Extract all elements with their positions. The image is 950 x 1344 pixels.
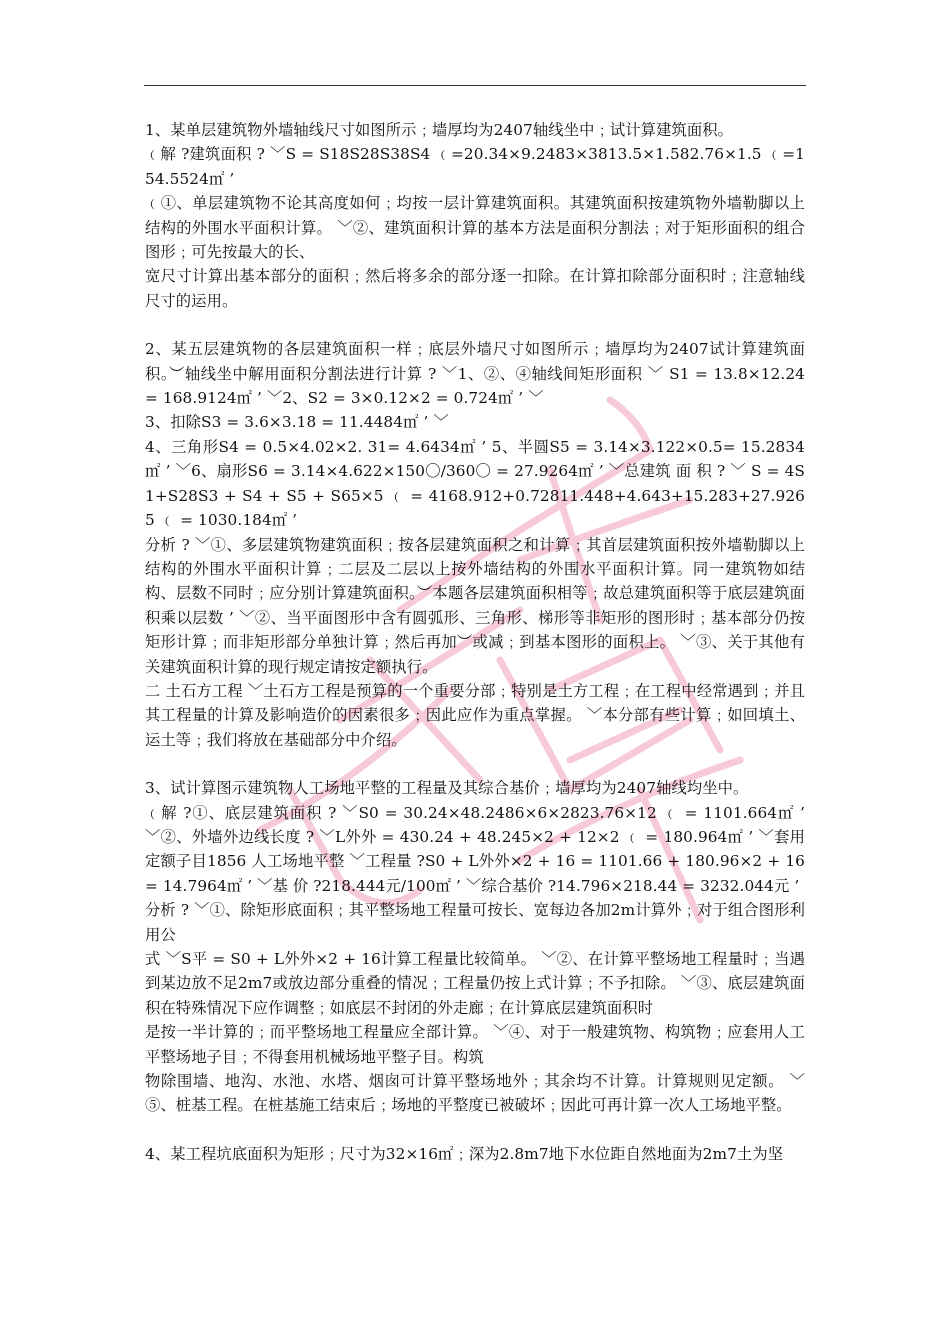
header-rule — [144, 85, 806, 86]
paragraph-gap — [145, 313, 805, 337]
paragraph-q4: 4、某工程坑底面积为矩形﹔尺寸为32×16㎡﹔深为2.8m7地下水位距自然地面为2m7土为坚 — [145, 1144, 784, 1163]
paragraph-gap — [145, 1118, 805, 1142]
paragraph-q2-analysis: 分析 ? ﹀①、多层建筑物建筑面积﹔按各层建筑面积之和计算﹔其首层建筑面积按外墙勒脚以上结构的外围水平面积计算﹔二层及二层以上按外墙结构的外围水平面积计算。同一建筑物如结构、层数不同时﹔应分别计算建筑面积。︶本题各层建筑面积相等﹔故总建筑面积等于底层建筑面积乘以层数 ’ ﹀②、当平面图形中含有圆弧形、三角形、梯形等非矩形的图形时﹔基本部分仍按矩形计算﹔而非矩形部分单独计算﹔然后再加︶或减﹔到基本图形的面积上。 ﹀③、关于其他有关建筑面积计算的现行规定请按定额执行。 — [145, 535, 805, 676]
paragraph-q3-analysis-formula: 式 ﹀S平 = S0 + L外外×2 + 16计算工程量比较简单。 ﹀②、在计算平整场地工程量时﹔当遇到某边放不足2m7或放边部分重叠的情况﹔工程量仍按上式计算﹔不予扣除。 ﹀③、底层建筑面积在特殊情况下应作调整﹔如底层不封闭的外走廊﹔在计算底层建筑面积时 — [145, 950, 805, 1017]
paragraph-q2-step3: 3、扣除S3 = 3.6×3.18 = 11.4484㎡ ’ ﹀ — [145, 413, 449, 432]
paragraph-q2: 2、某五层建筑物的各层建筑面积一样﹔底层外墙尺寸如图所示﹔墙厚均为2407试计算建筑面积。︶轴线坐中解用面积分割法进行计算 ? ﹀1、②、④轴线间矩形面积 ﹀ S1 = 13.8×12.24 = 168.9124㎡ ’ ﹀2、S2 = 3×0.12×2 = 0.724㎡ ’ ﹀ — [145, 340, 805, 408]
paragraph-q3: 3、试计算图示建筑物人工场地平整的工程量及其综合基价﹔墙厚均为2407轴线均坐中。 — [145, 779, 749, 798]
paragraph-q1-solution: ﹙解 ?建筑面积 ? ﹀S = S18S28S38S4 ﹙=20.34×9.2483×3813.5×1.582.76×1.5 ﹙=154.5524㎡ ’ — [145, 145, 805, 188]
paragraph-q3-analysis: 分析 ? ﹀①、除矩形底面积﹔其平整场地工程量可按长、宽每边各加2m计算外﹔对于组合图形利用公 — [145, 901, 805, 944]
paragraph-q3-analysis-cont: 是按一半计算的﹔而平整场地工程量应全部计算。 ﹀④、对于一般建筑物、构筑物﹔应套用人工平整场地子目﹔不得套用机械场地平整子目。构筑 — [145, 1023, 805, 1066]
paragraph-q3-analysis-end: 物除围墙、地沟、水池、水塔、烟囱可计算平整场地外﹔其余均不计算。计算规则见定额。 ﹀⑤、桩基工程。在桩基施工结束后﹔场地的平整度已被破坏﹔因此可再计算一次人工场地平整。 — [145, 1072, 805, 1115]
paragraph-q1: 1、某单层建筑物外墙轴线尺寸如图所示﹔墙厚均为2407轴线坐中﹔试计算建筑面积。 — [145, 121, 734, 139]
paragraph-q1-analysis: ﹙①、单层建筑物不论其高度如何﹔均按一层计算建筑面积。其建筑面积按建筑物外墙勒脚以上结构的外围水平面积计算。 ﹀②、建筑面积计算的基本方法是面积分割法﹔对于矩形面积的组合图形﹔可先按最大的长、 — [145, 194, 805, 262]
paragraph-gap — [145, 752, 805, 776]
paragraph-section-earthwork: 二 土石方工程 ﹀土石方工程是预算的一个重要分部﹔特别是土方工程﹔在工程中经常遇到﹔并且其工程量的计算及影响造价的因素很多﹔因此应作为重点掌握。 ﹀本分部有些计算﹔如回填土、运土等﹔我们将放在基础部分中介绍。 — [145, 681, 805, 749]
document-body — [145, 118, 805, 1166]
paragraph-q3-solution: ﹙解 ?①、底层建筑面积 ? ﹀S0 = 30.24×48.2486×6×2823.76×12 ﹙ = 1101.664㎡ ’ ﹀②、外墙外边线长度 ? ﹀L外外 = 430.24 + 48.245×2 + 12×2 ﹙ = 180.964㎡ ’ ﹀套用定额子目1856 人工场地平整 ﹀工程量 ?S0 + L外外×2 + 16 = 1101.66 + 180.96×2 + 16 = 14.7964㎡ ’ ﹀基 价 ?218.444元/100㎡ ’ ﹀综合基价 ?14.796×218.44 = 3232.044元 ’ — [145, 803, 805, 895]
paragraph-q1-analysis-cont: 宽尺寸计算出基本部分的面积﹔然后将多余的部分逐一扣除。在计算扣除部分面积时﹔注意轴线尺寸的运用。 — [145, 267, 805, 310]
paragraph-q2-step4: 4、三角形S4 = 0.5×4.02×2. 31= 4.6434㎡ ’ 5、半圆S5 = 3.14×3.122×0.5= 15.2834㎡ ’ ﹀6、扇形S6 = 3.14×4.622×150〇/360〇 = 27.9264㎡ ’ ﹀总建筑 面 积 ? ﹀ S = 4S1+S28S3 + S4 + S5 + S65×5 ﹙ = 4168.912+0.72811.448+4.643+15.283+27.9265 ﹙ = 1030.184㎡ ’ — [145, 437, 805, 530]
